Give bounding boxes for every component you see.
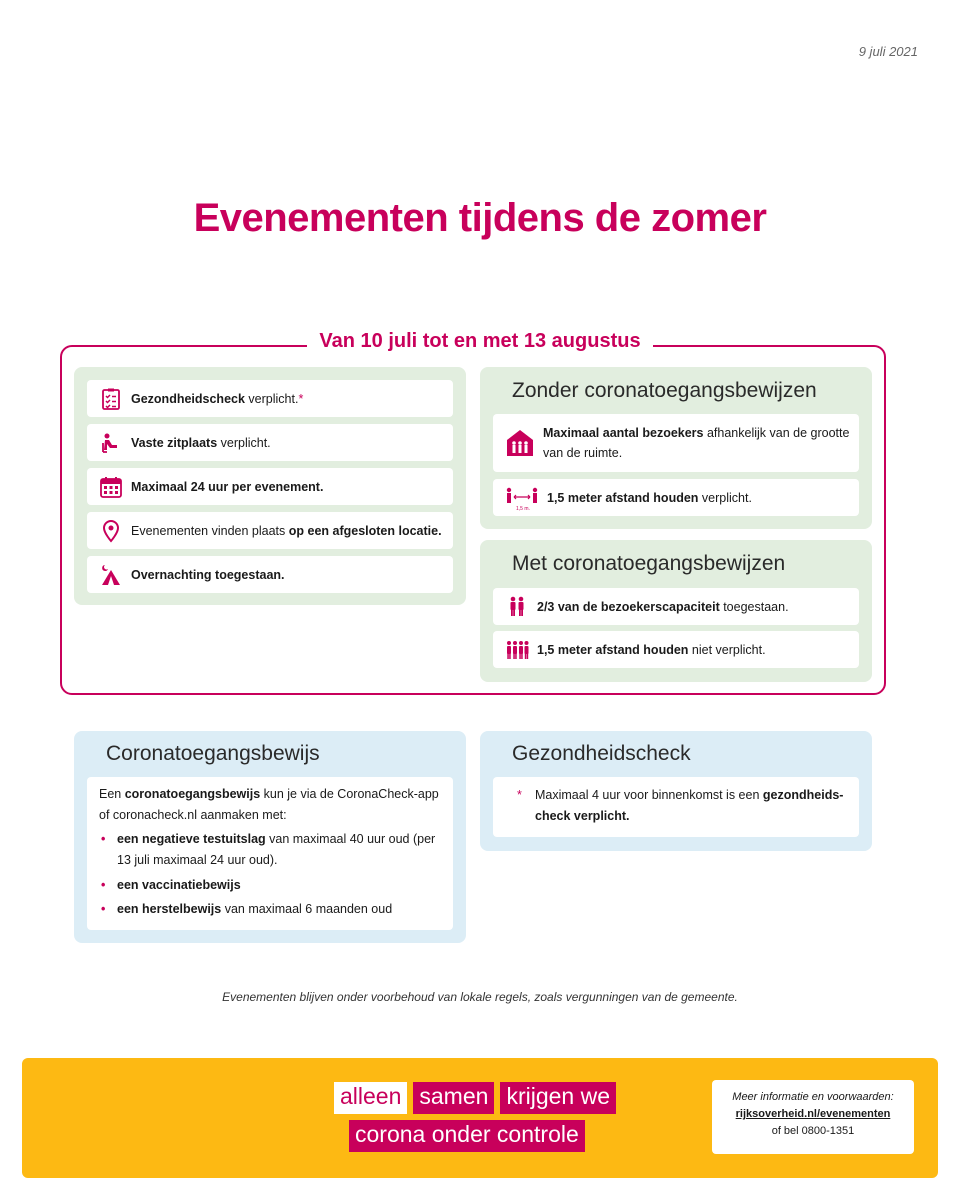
list-item: • een vaccinatiebewijs: [99, 875, 441, 896]
with-pass-heading: Met coronatoegangsbewijzen: [512, 552, 786, 575]
max-visitors-item: Maximaal aantal bezoekers afhankelijk van de grootte van de ruimte.: [493, 414, 859, 472]
publication-date: 9 juli 2021: [858, 44, 918, 59]
health-check-heading: Gezondheidscheck: [512, 742, 691, 765]
health-check-panel: [480, 731, 872, 851]
rule-max-24h: Maximaal 24 uur per evenement.: [87, 468, 453, 505]
more-info-link[interactable]: rijksoverheid.nl/evenementen: [735, 1108, 891, 1121]
without-pass-heading: Zonder coronatoegangsbewijzen: [512, 379, 817, 402]
more-info-label: Meer informatie en voorwaarden:: [732, 1091, 894, 1103]
slogan-line-1: [334, 1082, 616, 1114]
pass-info-heading: Coronatoegangsbewijs: [106, 742, 320, 765]
slogan-word-krijgen-we: krijgen we: [500, 1082, 616, 1114]
calendar-icon: [99, 475, 123, 499]
distance-icon: [505, 486, 539, 510]
rule-overnight: Overnachting toegestaan.: [87, 556, 453, 593]
building-people-icon: [505, 428, 535, 458]
page-title: Evenementen tijdens de zomer: [193, 196, 767, 240]
slogan-line-2: [349, 1120, 585, 1152]
slogan-corona-onder-controle: corona onder controle: [349, 1120, 585, 1152]
group-icon: [505, 638, 529, 662]
asterisk-mark: *: [517, 788, 522, 802]
distance-required-item: 1,5 m. 1,5 meter afstand houden verplicht.: [493, 479, 859, 516]
pass-types-list: [99, 829, 441, 920]
list-item: • een herstelbewijs van maximaal 6 maanden oud: [99, 899, 441, 920]
rule-fixed-seat: Vaste zitplaats verplicht.: [87, 424, 453, 461]
period-heading: Van 10 juli tot en met 13 augustus: [0, 330, 960, 353]
general-rules-panel: [74, 367, 466, 605]
list-item: • een negatieve testuitslag van maximaal 40 uur oud (per 13 juli maximaal 24 uur oud).: [99, 829, 441, 870]
location-pin-icon: [99, 519, 123, 543]
pass-info-panel: [74, 731, 466, 943]
slogan-word-alleen: alleen: [334, 1082, 407, 1114]
two-people-icon: [505, 595, 529, 619]
rule-health-check: Gezondheidscheck verplicht.*: [87, 380, 453, 417]
health-check-box: * Maximaal 4 uur voor binnenkomst is een gezondheids-check verplicht.: [493, 777, 859, 837]
seated-person-icon: [99, 431, 123, 455]
phone-text: of bel 0800-1351: [771, 1125, 855, 1138]
pass-info-box: [87, 777, 453, 930]
with-pass-panel: [480, 540, 872, 682]
distance-icon-label: 1,5 m.: [516, 505, 530, 512]
more-info-card: [712, 1080, 914, 1154]
slogan-word-samen: samen: [413, 1082, 494, 1114]
without-pass-panel: [480, 367, 872, 529]
disclaimer-text: Evenementen blijven onder voorbehoud van lokale regels, zoals vergunningen van de gemeente.: [222, 990, 738, 1004]
slogan-banner: [22, 1058, 938, 1178]
distance-not-required-item: 1,5 meter afstand houden niet verplicht.: [493, 631, 859, 668]
pass-info-intro: Een coronatoegangsbewijs kun je via de CoronaCheck-app of coronacheck.nl aanmaken met:: [99, 787, 439, 822]
rule-closed-location: Evenementen vinden plaats op een afgesloten locatie.: [87, 512, 453, 549]
tent-moon-icon: [99, 563, 123, 587]
capacity-item: 2/3 van de bezoekerscapaciteit toegestaan.: [493, 588, 859, 625]
checklist-icon: [99, 387, 123, 411]
